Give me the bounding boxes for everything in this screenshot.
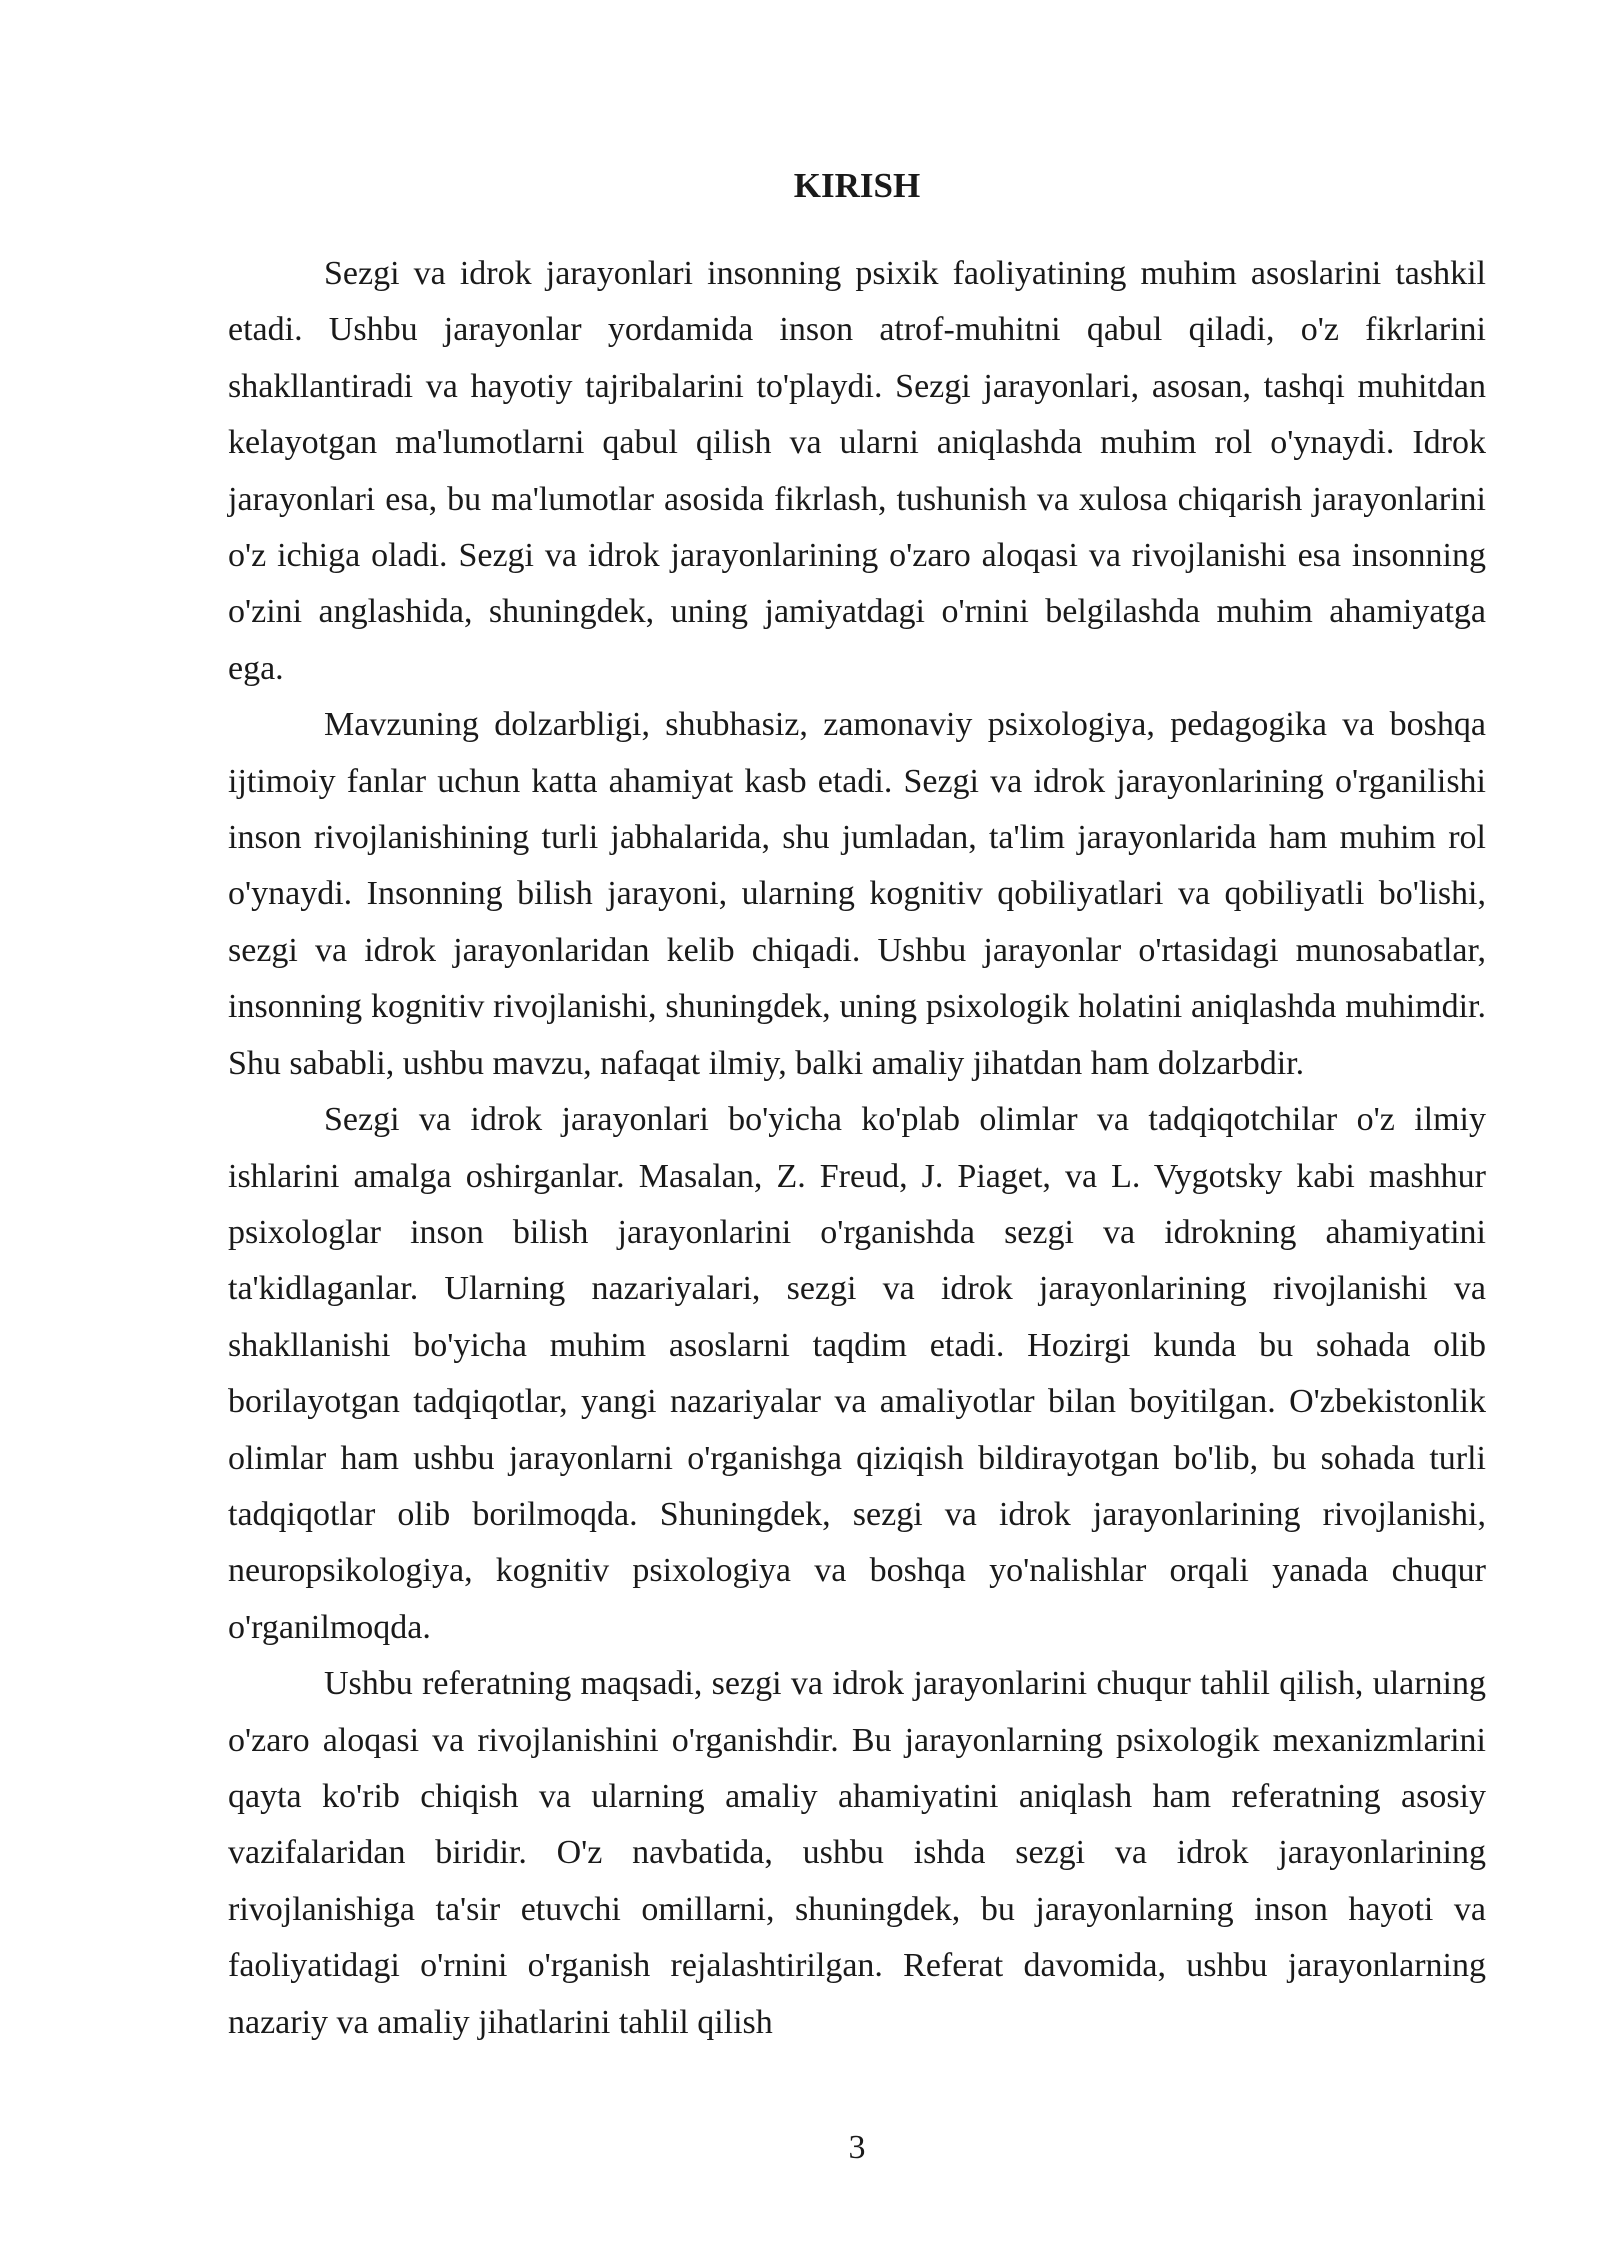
- paragraph-2: Mavzuning dolzarbligi, shubhasiz, zamonaviy psixologiya, pedagogika va boshqa ijtimoiy fanlar uchun katta ahamiyat kasb etadi. Sezgi va idrok jarayonlarining o'rganilishi inson rivojlanishining turli jabhalarida, shu jumladan, ta'lim jarayonlarida ham muhim rol o'ynaydi. Insonning bilish jarayoni, ularning kognitiv qobiliyatlari va qobiliyatli bo'lishi, sezgi va idrok jarayonlaridan kelib chiqadi. Ushbu jarayonlar o'rtasidagi munosabatlar, insonning kognitiv rivojlanishi, shuningdek, uning psixologik holatini aniqlashda muhimdir. Shu sababli, ushbu mavzu, nafaqat ilmiy, balki amaliy jihatdan ham dolzarbdir.: [228, 706, 1486, 1082]
- page-number: 3: [848, 2129, 866, 2166]
- paragraph-4: Ushbu referatning maqsadi, sezgi va idrok jarayonlarini chuqur tahlil qilish, ularning o'zaro aloqasi va rivojlanishini o'rganishdir. Bu jarayonlarning psixologik mexanizmlarini qayta ko'rib chiqish va ularning amaliy ahamiyatini aniqlash ham referatning asosiy vazifalaridan biridir. O'z navbatida, ushbu ishda sezgi va idrok jarayonlarining rivojlanishiga ta'sir etuvchi omillarni, shuningdek, bu jarayonlarning inson hayoti va faoliyatidagi o'rnini o'rganish rejalashtirilgan. Referat davomida, ushbu jarayonlarning nazariy va amaliy jihatlarini tahlil qilish: [228, 1665, 1486, 2041]
- paragraph-3: Sezgi va idrok jarayonlari bo'yicha ko'plab olimlar va tadqiqotchilar o'z ilmiy ishlarini amalga oshirganlar. Masalan, Z. Freud, J. Piaget, va L. Vygotsky kabi mashhur psixologlar inson bilish jarayonlarini o'rganishda sezgi va idrokning ahamiyatini ta'kidlaganlar. Ularning nazariyalari, sezgi va idrok jarayonlarining rivojlanishi va shakllanishi bo'yicha muhim asoslarni taqdim etadi. Hozirgi kunda bu sohada olib borilayotgan tadqiqotlar, yangi nazariyalar va amaliyotlar bilan boyitilgan. O'zbekistonlik olimlar ham ushbu jarayonlarni o'rganishga qiziqish bildirayotgan bo'lib, bu sohada turli tadqiqotlar olib borilmoqda. Shuningdek, sezgi va idrok jarayonlarining rivojlanishi, neuropsikologiya, kognitiv psixologiya va boshqa yo'nalishlar orqali yanada chuqur o'rganilmoqda.: [228, 1101, 1486, 1646]
- paragraph-1: Sezgi va idrok jarayonlari insonning psixik faoliyatining muhim asoslarini tashkil etadi. Ushbu jarayonlar yordamida inson atrof-muhitni qabul qiladi, o'z fikrlarini shakllantiradi va hayotiy tajribalarini to'playdi. Sezgi jarayonlari, asosan, tashqi muhitdan kelayotgan ma'lumotlarni qabul qilish va ularni aniqlashda muhim rol o'ynaydi. Idrok jarayonlari esa, bu ma'lumotlar asosida fikrlash, tushunish va xulosa chiqarish jarayonlarini o'z ichiga oladi. Sezgi va idrok jarayonlarining o'zaro aloqasi va rivojlanishi esa insonning o'zini anglashida, shuningdek, uning jamiyatdagi o'rnini belgilashda muhim ahamiyatga ega.: [228, 255, 1486, 687]
- body-text: [228, 246, 1486, 2051]
- page-title: KIRISH: [793, 166, 921, 205]
